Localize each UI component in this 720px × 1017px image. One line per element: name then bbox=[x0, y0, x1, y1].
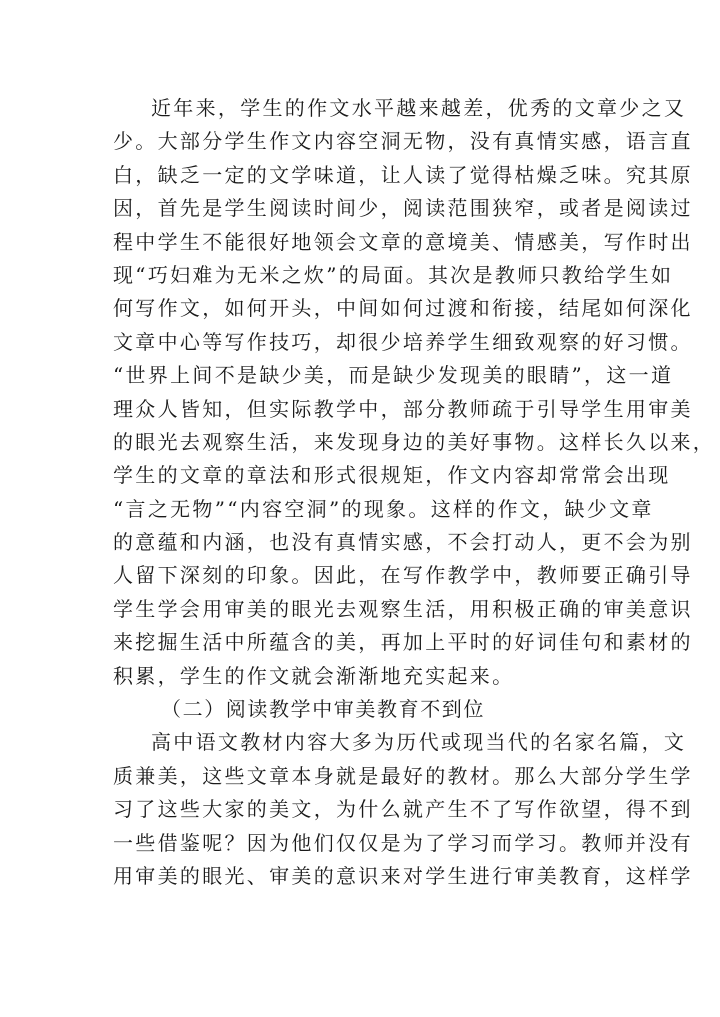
paragraph-line: 来挖掘生活中所蕴含的美，再加上平时的好词佳句和素材的 bbox=[113, 630, 693, 655]
paragraph-line: “言之无物”“内容空洞”的现象。这样的作文，缺少文章 bbox=[113, 496, 654, 521]
paragraph-line: 文章中心等写作技巧，却很少培养学生细致观察的好习惯。 bbox=[113, 329, 693, 354]
paragraph-line: 质兼美，这些文章本身就是最好的教材。那么大部分学生学 bbox=[113, 763, 693, 788]
body-text bbox=[113, 92, 716, 893]
paragraph-line: 理众人皆知，但实际教学中，部分教师疏于引导学生用审美 bbox=[113, 396, 693, 421]
paragraph-line: 习了这些大家的美文，为什么就产生不了写作欲望，得不到 bbox=[113, 797, 693, 822]
paragraph-line: 学生学会用审美的眼光去观察生活，用积极正确的审美意识 bbox=[113, 596, 693, 621]
paragraph-line: 何写作文，如何开头，中间如何过渡和衔接，结尾如何深化 bbox=[113, 296, 693, 321]
paragraph-line: 的意蕴和内涵，也没有真情实感，不会打动人，更不会为别 bbox=[113, 530, 693, 555]
paragraph-line: 的眼光去观察生活，来发现身边的美好事物。这样长久以来， bbox=[113, 429, 716, 454]
paragraph-line: 因，首先是学生阅读时间少，阅读范围狭窄，或者是阅读过 bbox=[113, 196, 693, 221]
paragraph-line: 人留下深刻的印象。因此，在写作教学中，教师要正确引导 bbox=[113, 563, 693, 588]
paragraph-line: 少。大部分学生作文内容空洞无物，没有真情实感，语言直 bbox=[113, 129, 693, 154]
paragraph-line: 用审美的眼光、审美的意识来对学生进行审美教育，这样学 bbox=[113, 863, 693, 888]
paragraph-line: 程中学生不能很好地领会文章的意境美、情感美，写作时出 bbox=[113, 229, 693, 254]
paragraph-line: 高中语文教材内容大多为历代或现当代的名家名篇，文 bbox=[151, 730, 687, 755]
paragraph-line: 一些借鉴呢？因为他们仅仅是为了学习而学习。教师并没有 bbox=[113, 830, 693, 855]
paragraph-line: 学生的文章的章法和形式很规矩，作文内容却常常会出现 bbox=[113, 463, 671, 488]
paragraph-line: 近年来，学生的作文水平越来越差，优秀的文章少之又 bbox=[151, 96, 687, 120]
paragraph-line: 积累，学生的作文就会渐渐地充实起来。 bbox=[113, 663, 515, 688]
section-heading: （二）阅读教学中审美教育不到位 bbox=[161, 697, 485, 722]
paragraph-line: 现“巧妇难为无米之炊”的局面。其次是教师只教给学生如 bbox=[113, 262, 674, 287]
paragraph-line: “世界上间不是缺少美，而是缺少发现美的眼睛”，这一道 bbox=[113, 363, 674, 388]
paragraph-line: 白，缺乏一定的文学味道，让人读了觉得枯燥乏味。究其原 bbox=[113, 162, 693, 187]
